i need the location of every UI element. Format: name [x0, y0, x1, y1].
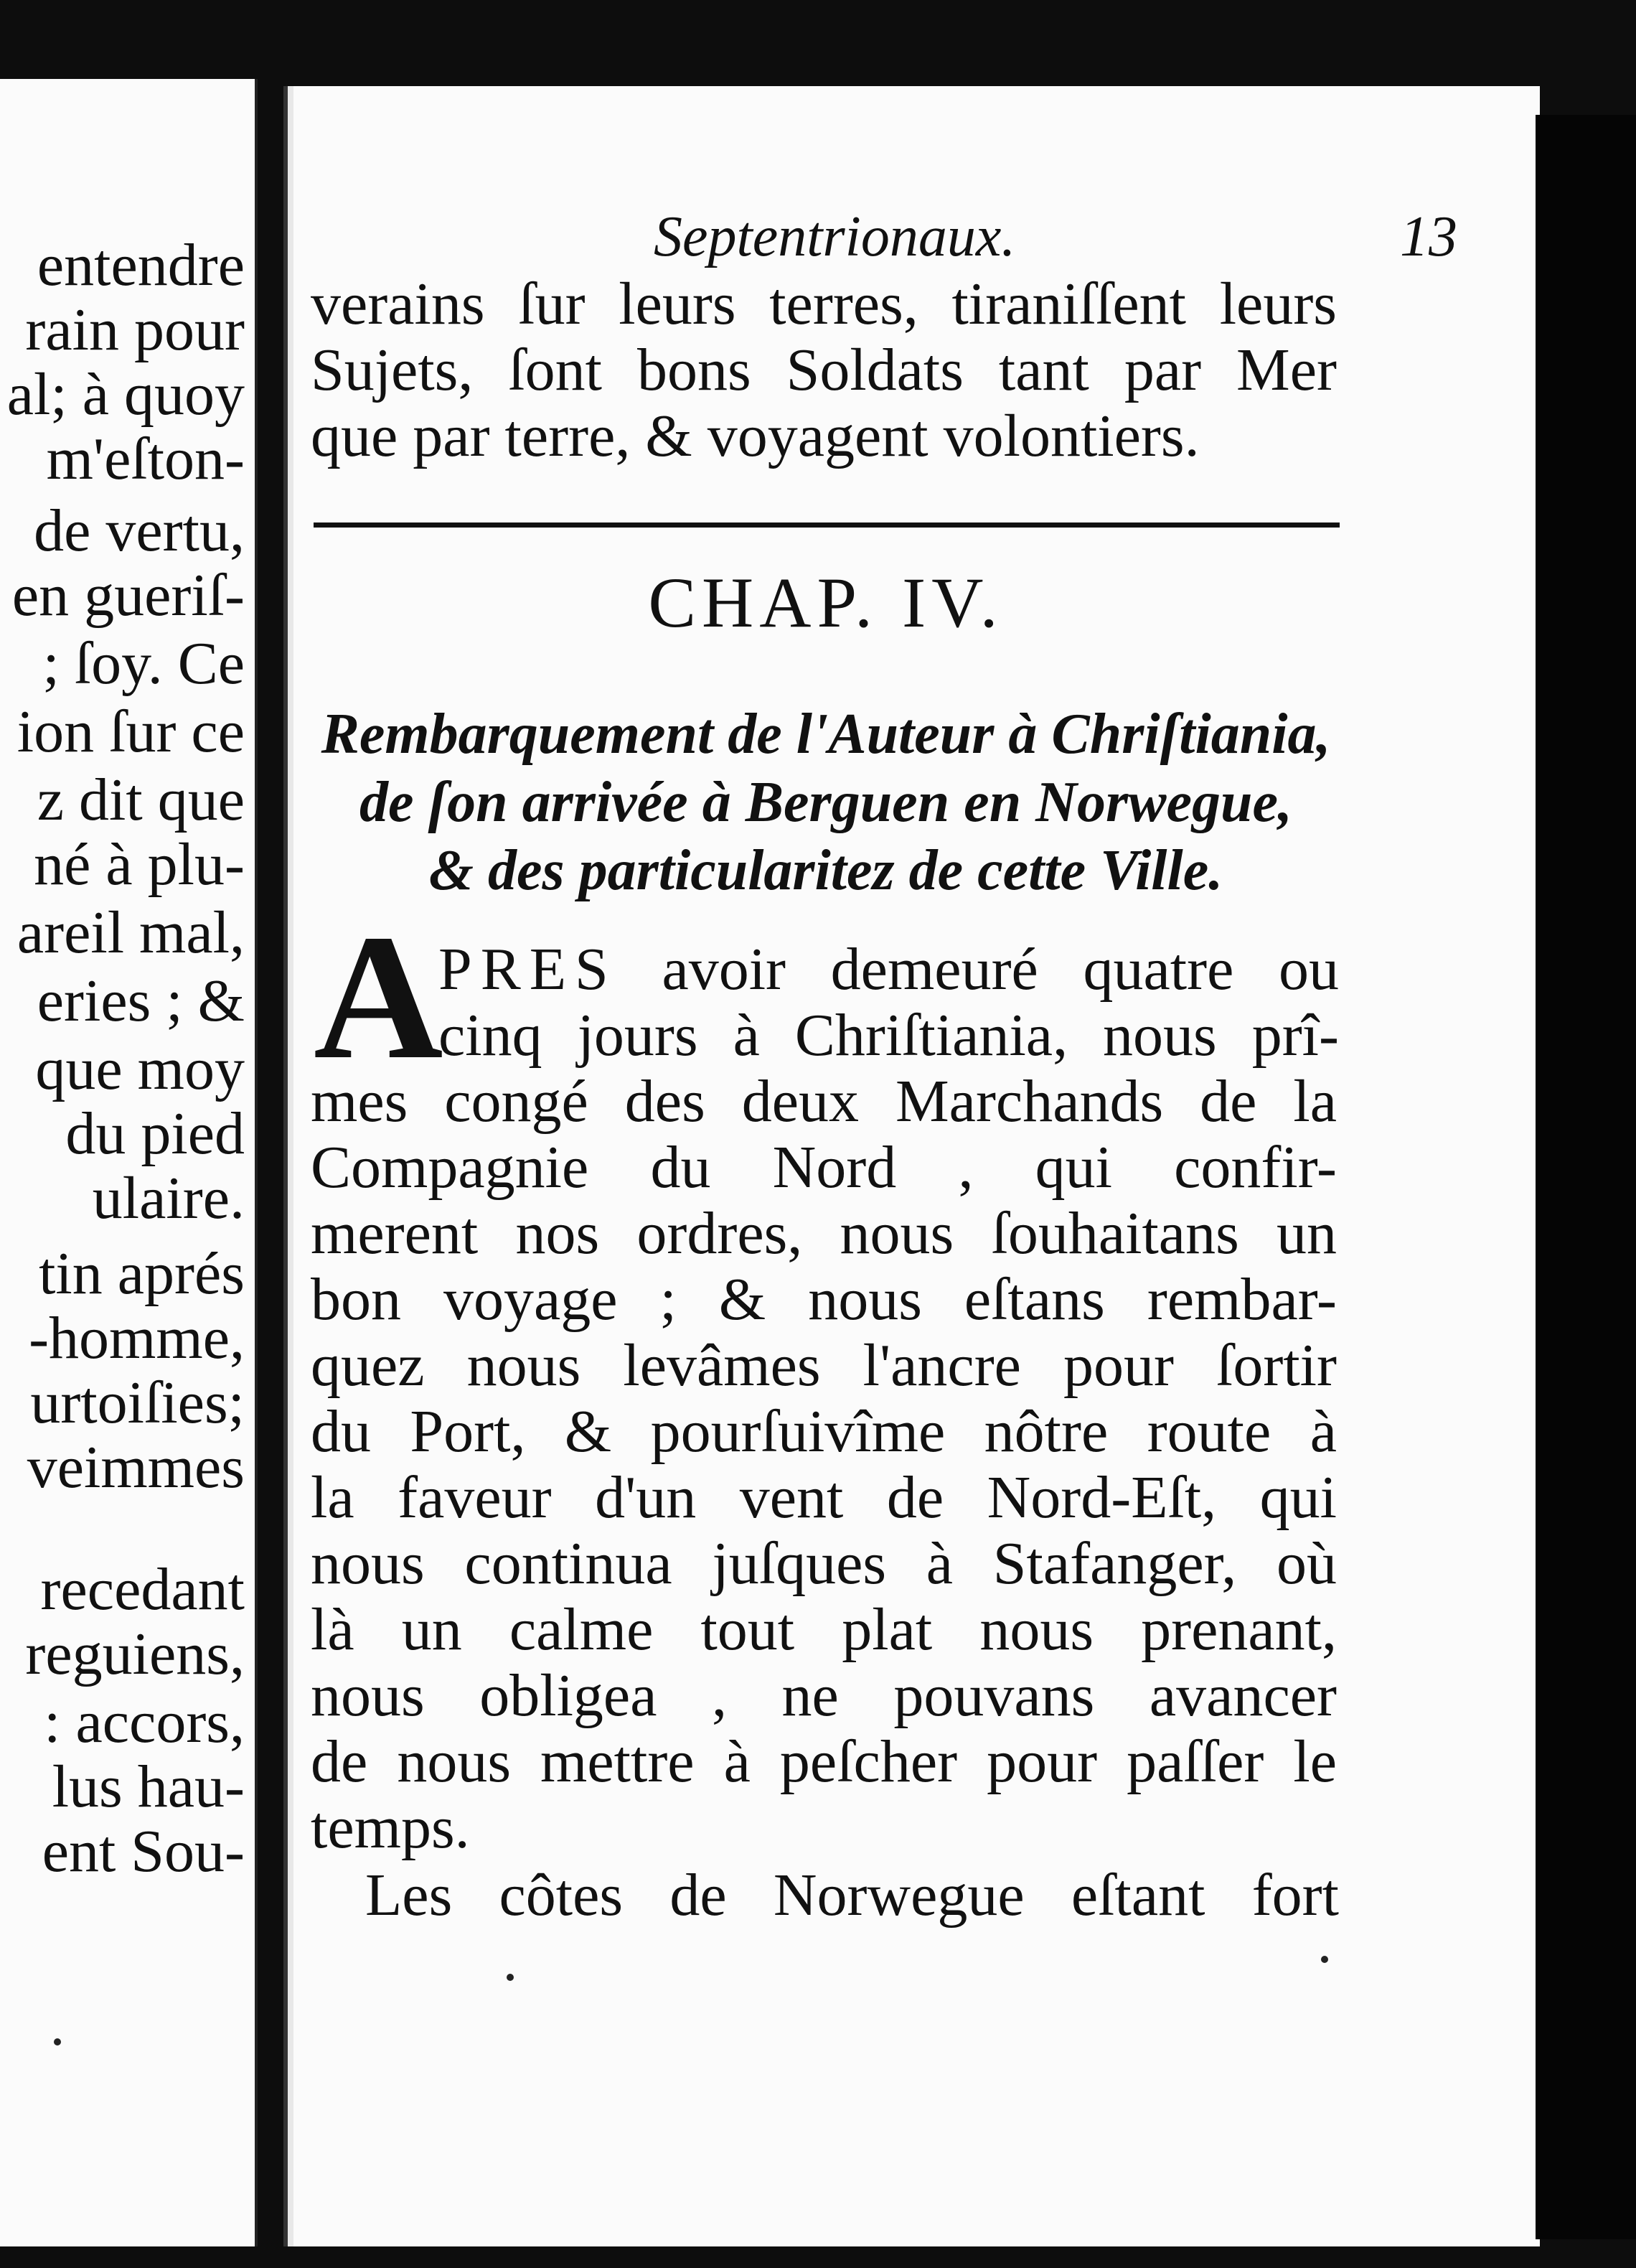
left-line: lus hau- — [52, 1753, 245, 1820]
chapter-subtitle-line: Rembarquement de l'Auteur à Chriſtiania, — [321, 703, 1331, 766]
ink-speck — [1321, 1956, 1328, 1963]
left-line: rain pour — [25, 296, 245, 363]
left-line: z dit que — [37, 767, 245, 833]
horizontal-rule — [314, 523, 1340, 528]
body-line: cinq jours à Chriſtiania, nous prî- — [438, 1002, 1339, 1069]
text-line: Sujets, ſont bons Soldats tant par Mer — [311, 337, 1337, 403]
body-line: du Port, & pourſuivîme nôtre route à — [311, 1398, 1337, 1465]
body-line: mes congé des deux Marchands de la — [311, 1068, 1337, 1135]
body-line: de nous mettre à peſcher pour paſſer le — [311, 1728, 1337, 1795]
left-line: urtoiſies; — [30, 1369, 245, 1436]
body-line: merent nos ordres, nous ſouhaitans un — [311, 1200, 1337, 1267]
left-line: eries ; & — [37, 967, 245, 1034]
left-line: ent Sou- — [42, 1818, 245, 1885]
left-line: né à plu- — [34, 831, 245, 898]
left-line: tin aprés — [39, 1240, 245, 1307]
body-line: Les côtes de Norwegue eſtant fort — [365, 1862, 1339, 1929]
body-line: bon voyage ; & nous eſtans rembar- — [311, 1266, 1337, 1333]
chapter-heading: CHAP. IV. — [648, 563, 1004, 642]
left-line: ; ſoy. Ce — [42, 630, 245, 697]
left-line: de vertu, — [34, 497, 245, 564]
first-line-text: avoir demeuré quatre ou — [662, 936, 1340, 1003]
body-line: Compagnie du Nord , qui confir- — [311, 1134, 1337, 1201]
small-caps-word: PRES — [438, 936, 617, 1003]
body-line: temps. — [311, 1794, 470, 1861]
left-line: du pied — [65, 1100, 245, 1167]
left-line: entendre — [37, 232, 245, 299]
left-line: : accors, — [44, 1689, 245, 1756]
left-line: veimmes — [27, 1434, 245, 1501]
body-line-first — [438, 937, 1339, 1003]
text-line: que par terre, & voyagent volontiers. — [311, 403, 1200, 469]
left-line: -homme, — [29, 1305, 245, 1372]
body-line: là un calme tout plat nous prenant, — [311, 1596, 1337, 1663]
chapter-subtitle-line: de ſon arrivée à Berguen en Norwegue, — [359, 771, 1292, 834]
book-edge-shadow — [1536, 115, 1636, 2239]
body-line: quez nous levâmes l'ancre pour ſortir — [311, 1332, 1337, 1399]
page-number: 13 — [1400, 205, 1457, 268]
left-line: ion ſur ce — [17, 698, 245, 765]
body-line: la faveur d'un vent de Nord-Eſt, qui — [311, 1464, 1337, 1531]
drop-cap: A — [314, 898, 443, 1097]
page-header — [288, 201, 1540, 273]
left-line: m'eſton- — [46, 426, 245, 492]
body-line: nous obligea , ne pouvans avancer — [311, 1662, 1337, 1729]
text-line: verains ſur leurs terres, tiraniſſent leurs — [311, 271, 1337, 337]
right-page — [283, 86, 1540, 2246]
left-line: ulaire. — [92, 1165, 245, 1232]
chapter-subtitle-line: & des particularitez de cette Ville. — [428, 839, 1223, 902]
left-line: que moy — [35, 1036, 245, 1102]
left-line: areil mal, — [17, 899, 245, 966]
running-title: Septentrionaux. — [654, 205, 1016, 268]
left-line: en gueriſ- — [11, 562, 245, 629]
ink-speck — [507, 1974, 514, 1981]
body-line: nous continua juſques à Stafanger, où — [311, 1530, 1337, 1597]
left-line: al; à quoy — [6, 361, 245, 428]
left-line: reguiens, — [25, 1621, 245, 1687]
left-page — [0, 79, 258, 2246]
left-line: recedant — [40, 1556, 245, 1623]
ink-speck — [54, 2038, 61, 2046]
